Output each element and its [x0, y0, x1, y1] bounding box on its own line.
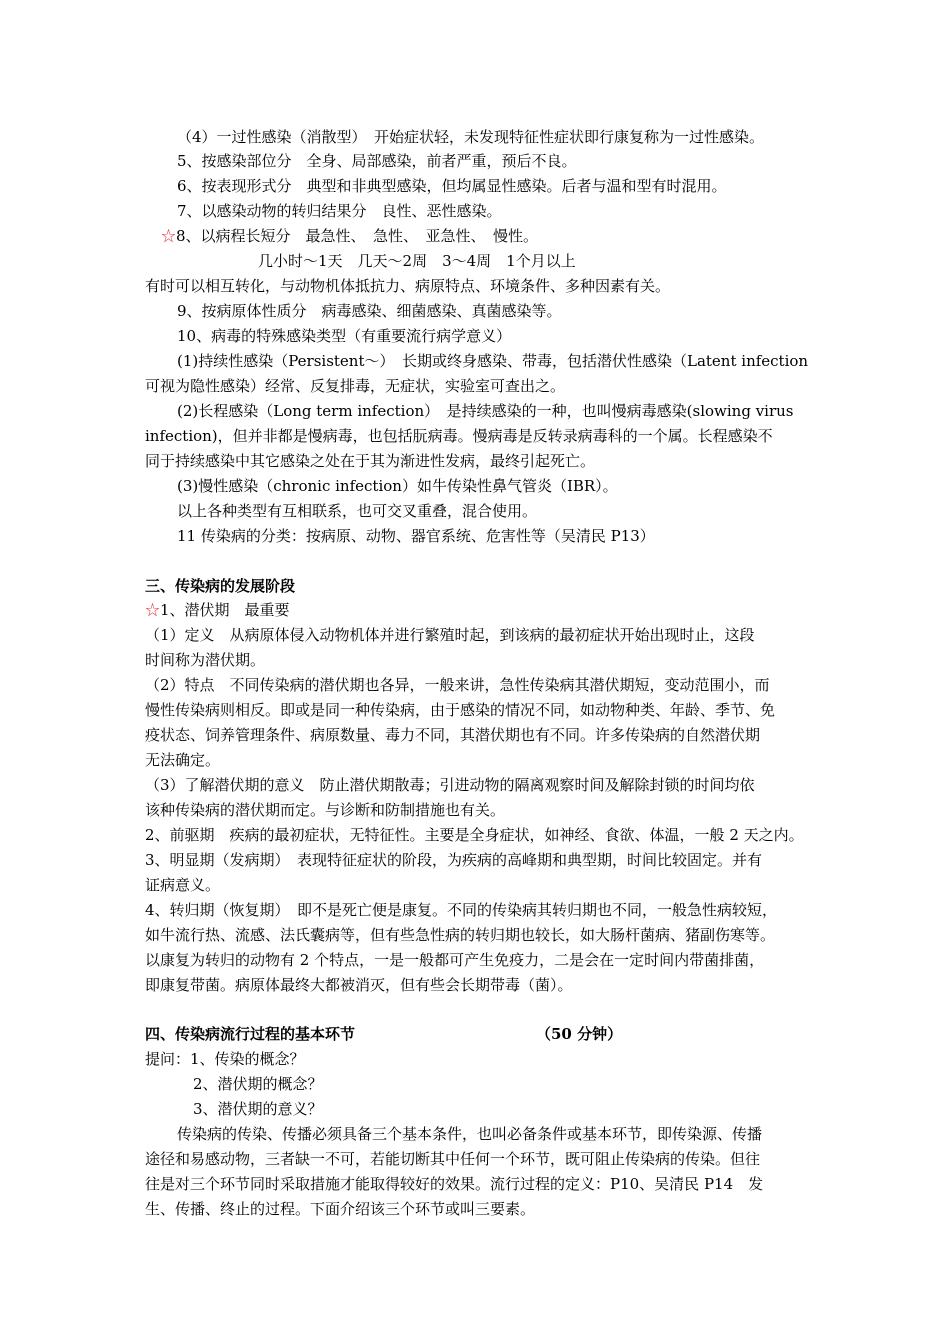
text-line: 同于持续感染中其它感染之处在于其为渐进性发病，最终引起死亡。 — [145, 452, 596, 470]
text-line: 有时可以相互转化，与动物机体抵抗力、病原特点、环境条件、多种因素有关。 — [145, 277, 671, 295]
text-line: 6、按表现形式分 典型和非典型感染，但均属显性感染。后者与温和型有时混用。 — [177, 177, 727, 195]
text-line: 无法确定。 — [145, 751, 221, 769]
text-line: 生、传播、终止的过程。下面介绍该三个环节或叫三要素。 — [145, 1200, 536, 1218]
text-line: 提问：1、传染的概念？ — [145, 1050, 305, 1068]
text-line: （3）了解潜伏期的意义 防止潜伏期散毒；引进动物的隔离观察时间及解除封锁的时间均依 — [145, 776, 755, 794]
text-span: 1、潜伏期 最重要 — [160, 601, 290, 619]
text-line — [161, 224, 841, 248]
section-heading: 四、传染病流行过程的基本环节 — [145, 1025, 356, 1043]
star-icon: ☆ — [161, 227, 177, 245]
text-line: 该种传染病的潜伏期而定。与诊断和防制措施也有关。 — [145, 801, 506, 819]
text-line: （4）一过性感染（消散型） 开始症状轻，未发现特征性症状即行康复称为一过性感染。 — [177, 128, 765, 146]
text-line — [145, 598, 825, 622]
text-line: 11 传染病的分类：按病原、动物、器官系统、危害性等（吴清民 P13） — [177, 527, 655, 545]
text-line: 即康复带菌。病原体最终大都被消灭，但有些会长期带毒（菌）。 — [145, 976, 573, 994]
text-line: 10、病毒的特殊感染类型（有重要流行病学意义） — [177, 327, 512, 345]
text-line: 时间称为潜伏期。 — [145, 651, 266, 669]
text-line: 3、潜伏期的意义？ — [193, 1100, 323, 1118]
text-line: (2)长程感染（Long term infection） 是持续感染的一种，也叫慢病毒感染(slowing virus — [177, 402, 794, 420]
text-line: 9、按病原体性质分 病毒感染、细菌感染、真菌感染等。 — [177, 302, 562, 320]
text-line: （1）定义 从病原体侵入动物机体并进行繁殖时起，到该病的最初症状开始出现时止，这段 — [145, 626, 755, 644]
text-line: 2、前驱期 疾病的最初症状，无特征性。主要是全身症状，如神经、食欲、体温，一般 2 天之内。 — [145, 826, 804, 844]
duration-label: （50 分钟） — [536, 1025, 623, 1043]
text-line: 证病意义。 — [145, 876, 221, 894]
text-line: 可视为隐性感染）经常、反复排毒，无症状，实验室可查出之。 — [145, 377, 566, 395]
text-line: 如牛流行热、流感、法氏囊病等，但有些急性病的转归期也较长，如大肠杆菌病、猪副伤寒等。 — [145, 926, 776, 944]
text-line: 途径和易感动物，三者缺一不可，若能切断其中任何一个环节，既可阻止传染病的传染。但往 — [145, 1150, 761, 1168]
text-line: 4、转归期（恢复期） 即不是死亡便是康复。不同的传染病其转归期也不同，一般急性病较短， — [145, 901, 778, 919]
text-line: (3)慢性感染（chronic infection）如牛传染性鼻气管炎（IBR）。 — [177, 477, 618, 495]
text-line: (1)持续性感染（Persistent～） 长期或终身感染、带毒，包括潜伏性感染（Latent infection — [177, 352, 809, 370]
text-line: （2）特点 不同传染病的潜伏期也各异，一般来讲，急性传染病其潜伏期短，变动范围小，而 — [145, 676, 770, 694]
text-line: 慢性传染病则相反。即或是同一种传染病，由于感染的情况不同，如动物种类、年龄、季节、免 — [145, 701, 776, 719]
text-span: 8、以病程长短分 最急性、 急性、 亚急性、 慢性。 — [176, 227, 539, 245]
text-line: 疫状态、饲养管理条件、病原数量、毒力不同，其潜伏期也有不同。许多传染病的自然潜伏期 — [145, 726, 761, 744]
text-line: 几小时～1天 几天～2周 3～4周 1个月以上 — [258, 252, 576, 270]
text-line: 往是对三个环节同时采取措施才能取得较好的效果。流行过程的定义：P10、吴清民 P14 发 — [145, 1175, 764, 1193]
star-icon: ☆ — [145, 601, 161, 619]
text-line: 传染病的传染、传播必须具备三个基本条件，也叫必备条件或基本环节，即传染源、传播 — [177, 1125, 763, 1143]
text-line: infection)，但并非都是慢病毒，也包括朊病毒。慢病毒是反转录病毒科的一个属。长程感染不 — [145, 427, 773, 445]
text-line: 3、明显期（发病期） 表现特征症状的阶段，为疾病的高峰期和典型期，时间比较固定。并有 — [145, 851, 763, 869]
text-line: 以上各种类型有互相联系，也可交叉重叠，混合使用。 — [177, 502, 538, 520]
text-line: 2、潜伏期的概念？ — [193, 1075, 323, 1093]
section-heading: 三、传染病的发展阶段 — [145, 577, 296, 595]
text-line: 7、以感染动物的转归结果分 良性、恶性感染。 — [177, 202, 502, 220]
text-line: 5、按感染部位分 全身、局部感染，前者严重，预后不良。 — [177, 152, 577, 170]
text-line: 以康复为转归的动物有 2 个特点，一是一般都可产生免疫力，二是会在一定时间内带菌排菌， — [145, 951, 765, 969]
